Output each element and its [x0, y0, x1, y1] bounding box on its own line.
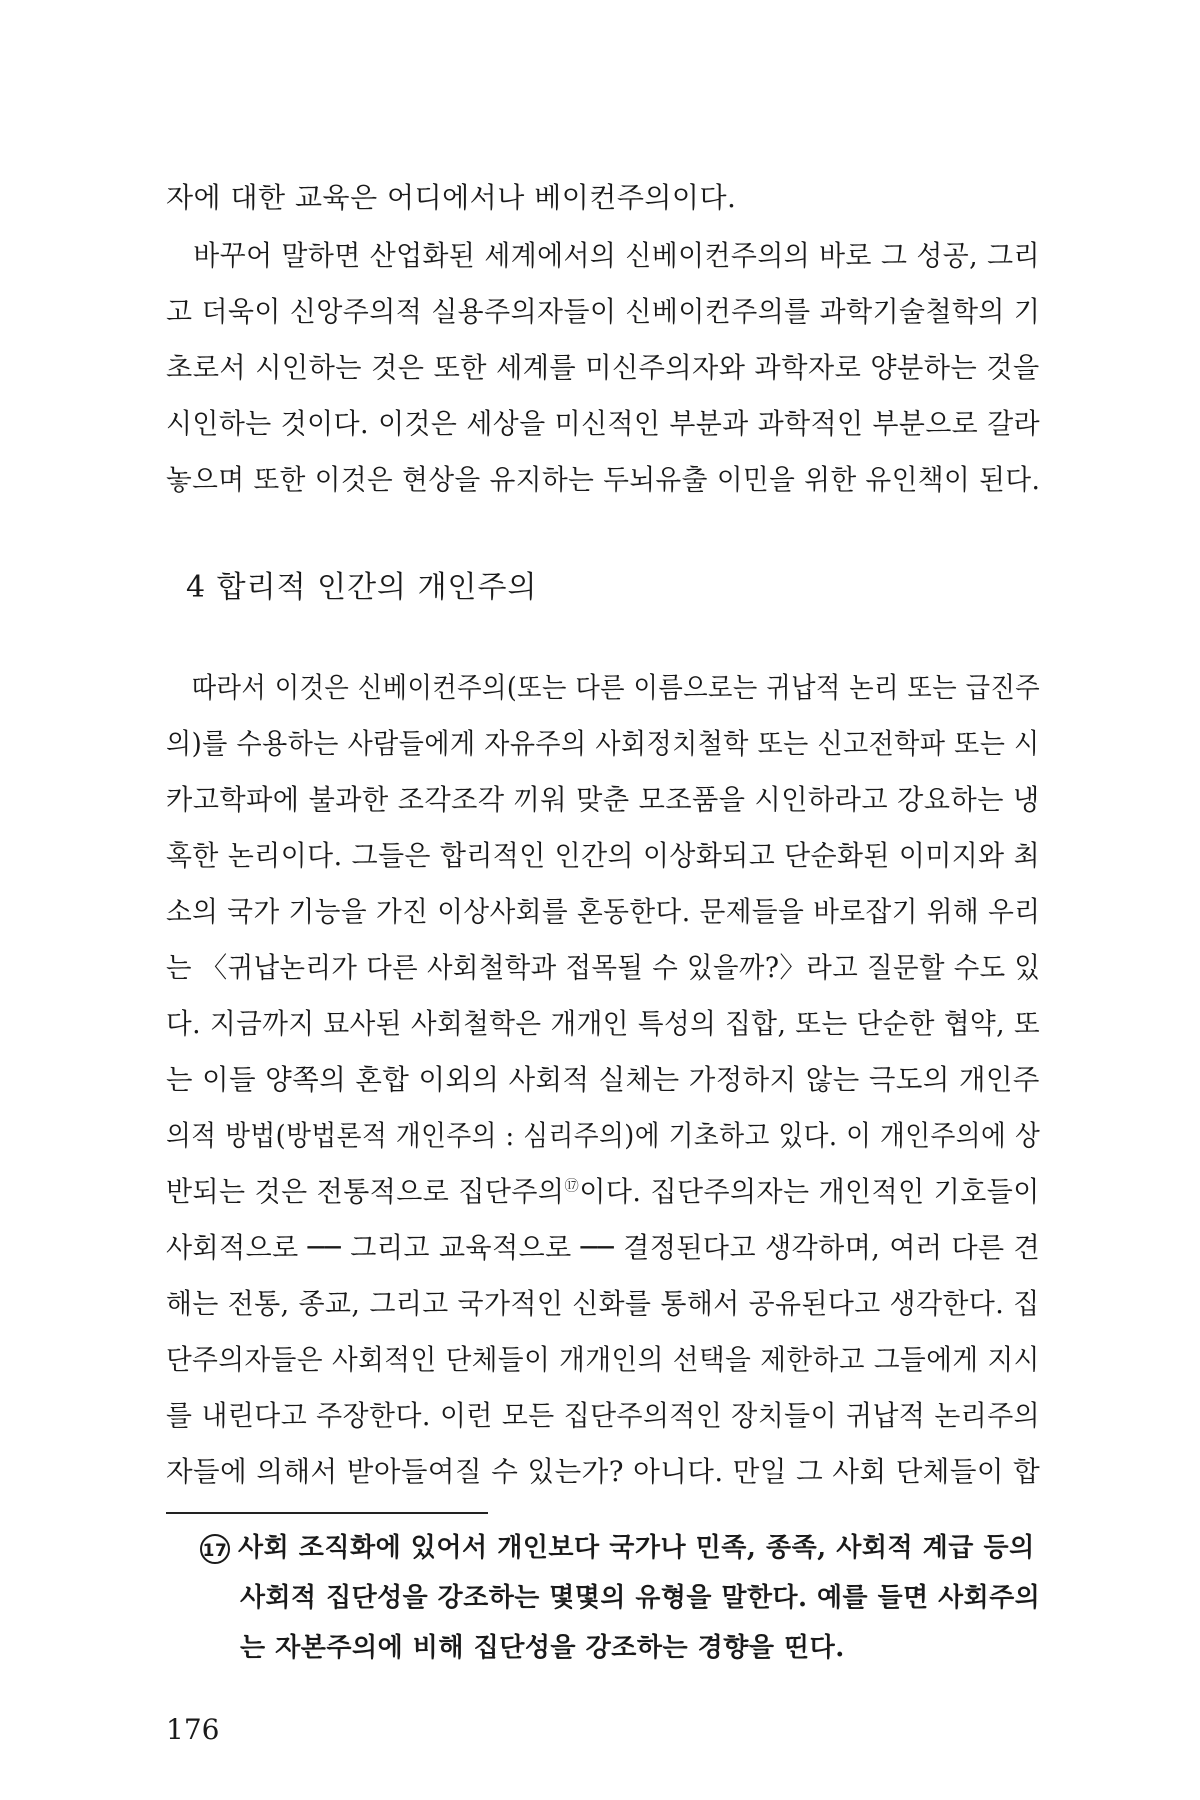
footnote-reference: ⑰ [564, 1176, 580, 1195]
body-line: 사회적으로 ── 그리고 교육적으로 ── 결정된다고 생각하며, 여러 다른 견 [166, 1231, 1041, 1264]
body-line: 자들에 의해서 받아들여질 수 있는가? 아니다. 만일 그 사회 단체들이 합 [166, 1455, 1041, 1488]
body-line: 소의 국가 기능을 가진 이상사회를 혼동한다. 문제들을 바로잡기 위해 우리 [166, 895, 1041, 928]
body-line: 해는 전통, 종교, 그리고 국가적인 신화를 통해서 공유된다고 생각한다. 집 [166, 1287, 1040, 1320]
body-line: 다. 지금까지 묘사된 사회철학은 개개인 특성의 집합, 또는 단순한 협약, 또 [166, 1007, 1041, 1040]
body-line: 카고학파에 불과한 조각조각 끼워 맞춘 모조품을 시인하라고 강요하는 냉 [166, 783, 1040, 816]
footnote-line: 는 자본주의에 비해 집단성을 강조하는 경향을 띤다. [240, 1633, 845, 1663]
body-line: 는 이들 양쪽의 혼합 이외의 사회적 실체는 가정하지 않는 극도의 개인주 [166, 1063, 1040, 1096]
footnote-rule [166, 1512, 488, 1514]
footnote-line [200, 1530, 1035, 1566]
body-line: 의적 방법(방법론적 개인주의 : 심리주의)에 기초하고 있다. 이 개인주의에 상 [166, 1119, 1041, 1152]
footnote-marker: 17 [200, 1534, 230, 1564]
body-line: 시인하는 것이다. 이것은 세상을 미신적인 부분과 과학적인 부분으로 갈라 [166, 407, 1041, 440]
body-line: 고 더욱이 신앙주의적 실용주의자들이 신베이컨주의를 과학기술철학의 기 [166, 295, 1041, 328]
body-line: 놓으며 또한 이것은 현상을 유지하는 두뇌유출 이민을 위한 유인책이 된다. [166, 463, 1041, 496]
body-line: 바꾸어 말하면 산업화된 세계에서의 신베이컨주의의 바로 그 성공, 그리 [166, 239, 1040, 272]
body-text: 반되는 것은 전통적으로 집단주의 [166, 1175, 565, 1208]
body-line: 단주의자들은 사회적인 단체들이 개개인의 선택을 제한하고 그들에게 지시 [166, 1343, 1040, 1376]
body-line: 혹한 논리이다. 그들은 합리적인 인간의 이상화되고 단순화된 이미지와 최 [166, 839, 1041, 872]
body-line: 의)를 수용하는 사람들에게 자유주의 사회정치철학 또는 신고전학파 또는 시 [166, 727, 1040, 760]
page-number: 176 [166, 1713, 220, 1746]
body-line: 를 내린다고 주장한다. 이런 모든 집단주의적인 장치들이 귀납적 논리주의 [166, 1399, 1041, 1432]
footnote-line: 사회적 집단성을 강조하는 몇몇의 유형을 말한다. 예를 들면 사회주의 [240, 1583, 1041, 1613]
body-text: 이다. 집단주의자는 개인적인 기호들이 [579, 1175, 1040, 1208]
body-line [166, 1172, 1040, 1212]
footnote-text: 사회 조직화에 있어서 개인보다 국가나 민족, 종족, 사회적 계급 등의 [238, 1533, 1035, 1563]
body-line: 따라서 이것은 신베이컨주의(또는 다른 이름으로는 귀납적 논리 또는 급진주 [166, 671, 1041, 704]
body-line: 는 〈귀납논리가 다른 사회철학과 접목될 수 있을까?〉라고 질문할 수도 있 [166, 951, 1041, 984]
section-heading: 4 합리적 인간의 개인주의 [186, 570, 538, 605]
body-line: 자에 대한 교육은 어디에서나 베이컨주의이다. [166, 181, 737, 214]
body-line: 초로서 시인하는 것은 또한 세계를 미신주의자와 과학자로 양분하는 것을 [166, 351, 1040, 384]
